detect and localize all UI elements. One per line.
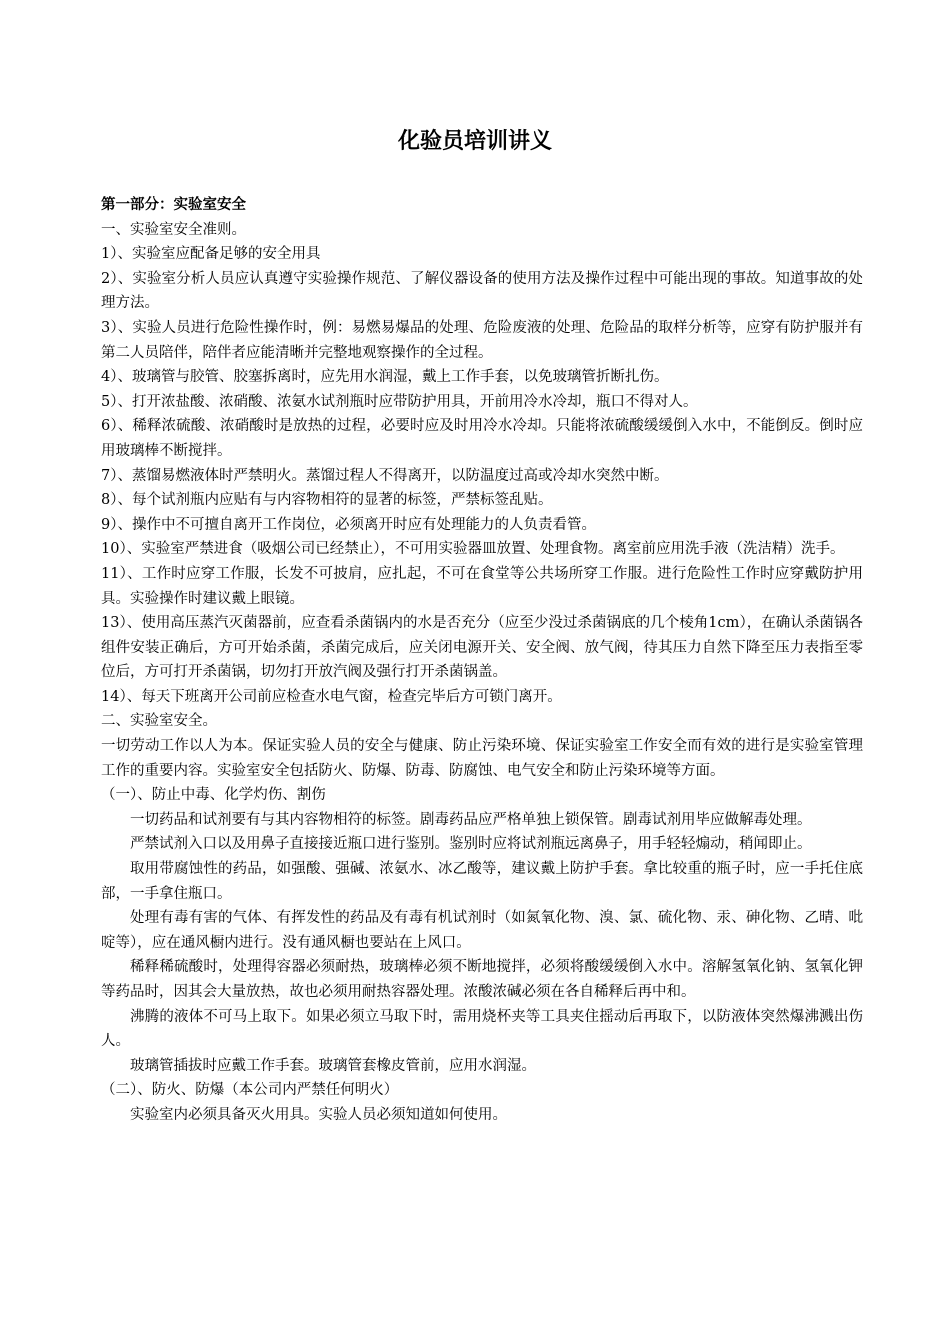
rule-2: 2）、实验室分析人员应认真遵守实验操作规范、了解仪器设备的使用方法及操作过程中可能出现的事故。知道事故的处理方法。 [101, 270, 863, 312]
rule-9: 9）、操作中不可擅自离开工作岗位，必须离开时应有处理能力的人负责看管。 [101, 516, 596, 533]
part-heading: 第一部分：实验室安全 [101, 197, 246, 213]
subsection-1-paragraph: 取用带腐蚀性的药品，如强酸、强碱、浓氨水、冰乙酸等，建议戴上防护手套。拿比较重的瓶子时，应一手托住底部，一手拿住瓶口。 [101, 861, 863, 902]
subsection-2-paragraph: 实验室内必须具备灭火用具。实验人员必须知道如何使用。 [130, 1106, 507, 1123]
section-2-intro: 一切劳动工作以人为本。保证实验人员的安全与健康、防止污染环境、保证实验室工作安全而有效的进行是实验室管理工作的重要内容。实验室安全包括防火、防爆、防毒、防腐蚀、电气安全和防止污染环境等方面。 [101, 738, 863, 779]
rule-4: 4）、玻璃管与胶管、胶塞拆离时，应先用水润湿，戴上工作手套，以免玻璃管折断扎伤。 [101, 369, 669, 386]
subsection-heading-2: （二）、防火、防爆（本公司内严禁任何明火） [101, 1082, 399, 1099]
subsection-1-paragraph: 处理有毒有害的气体、有挥发性的药品及有毒有机试剂时（如氮氧化物、溴、氯、硫化物、汞、砷化物、乙晴、吡啶等），应在通风橱内进行。没有通风橱也要站在上风口。 [101, 910, 863, 951]
rule-3: 3）、实验人员进行危险性操作时，例：易燃易爆品的处理、危险废液的处理、危险品的取样分析等，应穿有防护服并有第二人员陪伴，陪伴者应能清晰并完整地观察操作的全过程。 [101, 319, 863, 361]
rule-8: 8）、每个试剂瓶内应贴有与内容物相符的显著的标签，严禁标签乱贴。 [101, 492, 553, 509]
rule-5: 5）、打开浓盐酸、浓硝酸、浓氨水试剂瓶时应带防护用具，开前用冷水冷却，瓶口不得对人。 [101, 393, 698, 410]
subsection-1-paragraph: 一切药品和试剂要有与其内容物相符的标签。剧毒药品应严格单独上锁保管。剧毒试剂用毕应做解毒处理。 [130, 811, 812, 828]
section-heading-2: 二、实验室安全。 [101, 713, 217, 730]
rule-10: 10）、实验室严禁进食（吸烟公司已经禁止），不可用实验器皿放置、处理食物。离室前应用洗手液（洗洁精）洗手。 [101, 541, 845, 558]
rule-6: 6）、稀释浓硫酸、浓硝酸时是放热的过程，必要时应及时用冷水冷却。只能将浓硫酸缓缓倒入水中，不能倒反。倒时应用玻璃棒不断搅拌。 [101, 418, 863, 459]
rule-14: 14）、每天下班离开公司前应检查水电气窗，检查完毕后方可锁门离开。 [101, 688, 562, 705]
document-title: 化验员培训讲义 [397, 129, 552, 154]
document-body [101, 193, 863, 1128]
subsection-heading-1: （一）、防止中毒、化学灼伤、割伤 [101, 787, 326, 804]
subsection-1-paragraph: 玻璃管插拔时应戴工作手套。玻璃管套橡皮管前，应用水润湿。 [130, 1057, 536, 1074]
rule-11: 11）、工作时应穿工作服，长发不可披肩，应扎起，不可在食堂等公共场所穿工作服。进行危险性工作时应穿戴防护用具。实验操作时建议戴上眼镜。 [101, 565, 863, 607]
subsection-1-paragraph: 稀释稀硫酸时，处理得容器必须耐热，玻璃棒必须不断地搅拌，必须将酸缓缓倒入水中。溶解氢氧化钠、氢氧化钾等药品时，因其会大量放热，故也必须用耐热容器处理。浓酸浓碱必须在各自稀释后再中和。 [101, 959, 863, 1000]
subsection-1-paragraph: 严禁试剂入口以及用鼻子直接接近瓶口进行鉴别。鉴别时应将试剂瓶远离鼻子，用手轻轻煽动，稍闻即止。 [130, 836, 812, 853]
subsection-1-paragraph: 沸腾的液体不可马上取下。如果必须立马取下时，需用烧杯夹等工具夹住摇动后再取下，以防液体突然爆沸溅出伤人。 [101, 1008, 863, 1050]
section-heading-1: 一、实验室安全准则。 [101, 221, 246, 238]
rule-7: 7）、蒸馏易燃液体时严禁明火。蒸馏过程人不得离开，以防温度过高或冷却水突然中断。 [101, 467, 669, 484]
rule-1: 1）、实验室应配备足够的安全用具 [101, 246, 321, 263]
rule-13: 13）、使用高压蒸汽灭菌器前，应查看杀菌锅内的水是否充分（应至少没过杀菌锅底的几个棱角1cm），在确认杀菌锅各组件安装正确后，方可开始杀菌，杀菌完成后，应关闭电源开关、安全阀、放气阀，待其压力自然下降至压力表指至零位后，方可打开杀菌锅，切勿打开放汽阀及强行打开杀菌锅盖。 [101, 615, 863, 681]
